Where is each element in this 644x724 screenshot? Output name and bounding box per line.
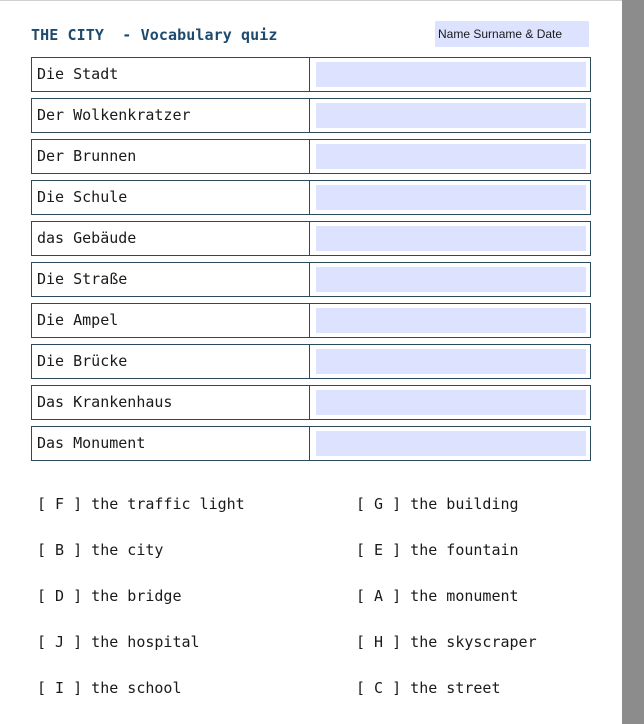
- vocab-term: Die Schule: [32, 181, 310, 214]
- answer-key-item: [ G ] the building: [356, 495, 519, 513]
- answer-key-item: [ J ] the hospital: [37, 633, 200, 651]
- answer-key-item: [ B ] the city: [37, 541, 164, 559]
- vocab-row: [31, 344, 591, 379]
- vocab-term: Das Krankenhaus: [32, 386, 310, 419]
- vocabulary-table: [31, 57, 591, 467]
- answer-key-item: [ H ] the skyscraper: [356, 633, 537, 651]
- vocab-row: [31, 221, 591, 256]
- answer-key-item: [ D ] the bridge: [37, 587, 182, 605]
- vocab-term: Der Wolkenkratzer: [32, 99, 310, 132]
- vocab-row: [31, 98, 591, 133]
- name-date-field[interactable]: [435, 21, 589, 47]
- vocab-term: Der Brunnen: [32, 140, 310, 173]
- answer-key-item: [ E ] the fountain: [356, 541, 519, 559]
- answer-field[interactable]: [316, 144, 586, 169]
- vocab-row: [31, 139, 591, 174]
- vocab-term: Die Straße: [32, 263, 310, 296]
- vocab-term: Die Ampel: [32, 304, 310, 337]
- vocab-term: Die Stadt: [32, 58, 310, 91]
- answer-field[interactable]: [316, 308, 586, 333]
- vocab-term: Die Brücke: [32, 345, 310, 378]
- vocab-row: [31, 303, 591, 338]
- vocab-term: das Gebäude: [32, 222, 310, 255]
- answer-key-item: [ F ] the traffic light: [37, 495, 245, 513]
- answer-key-item: [ A ] the monument: [356, 587, 519, 605]
- answer-field[interactable]: [316, 185, 586, 210]
- vocab-term: Das Monument: [32, 427, 310, 460]
- answer-field[interactable]: [316, 62, 586, 87]
- answer-key-item: [ C ] the street: [356, 679, 501, 697]
- answer-field[interactable]: [316, 390, 586, 415]
- answer-key-item: [ I ] the school: [37, 679, 182, 697]
- answer-field[interactable]: [316, 103, 586, 128]
- answer-field[interactable]: [316, 226, 586, 251]
- scrollbar-gutter[interactable]: [622, 0, 644, 724]
- vocab-row: [31, 385, 591, 420]
- vocab-row: [31, 180, 591, 215]
- answer-field[interactable]: [316, 431, 586, 456]
- vocab-row: [31, 262, 591, 297]
- answer-field[interactable]: [316, 349, 586, 374]
- vocab-row: [31, 57, 591, 92]
- vocab-row: [31, 426, 591, 461]
- answer-field[interactable]: [316, 267, 586, 292]
- page-title: THE CITY - Vocabulary quiz: [31, 26, 278, 44]
